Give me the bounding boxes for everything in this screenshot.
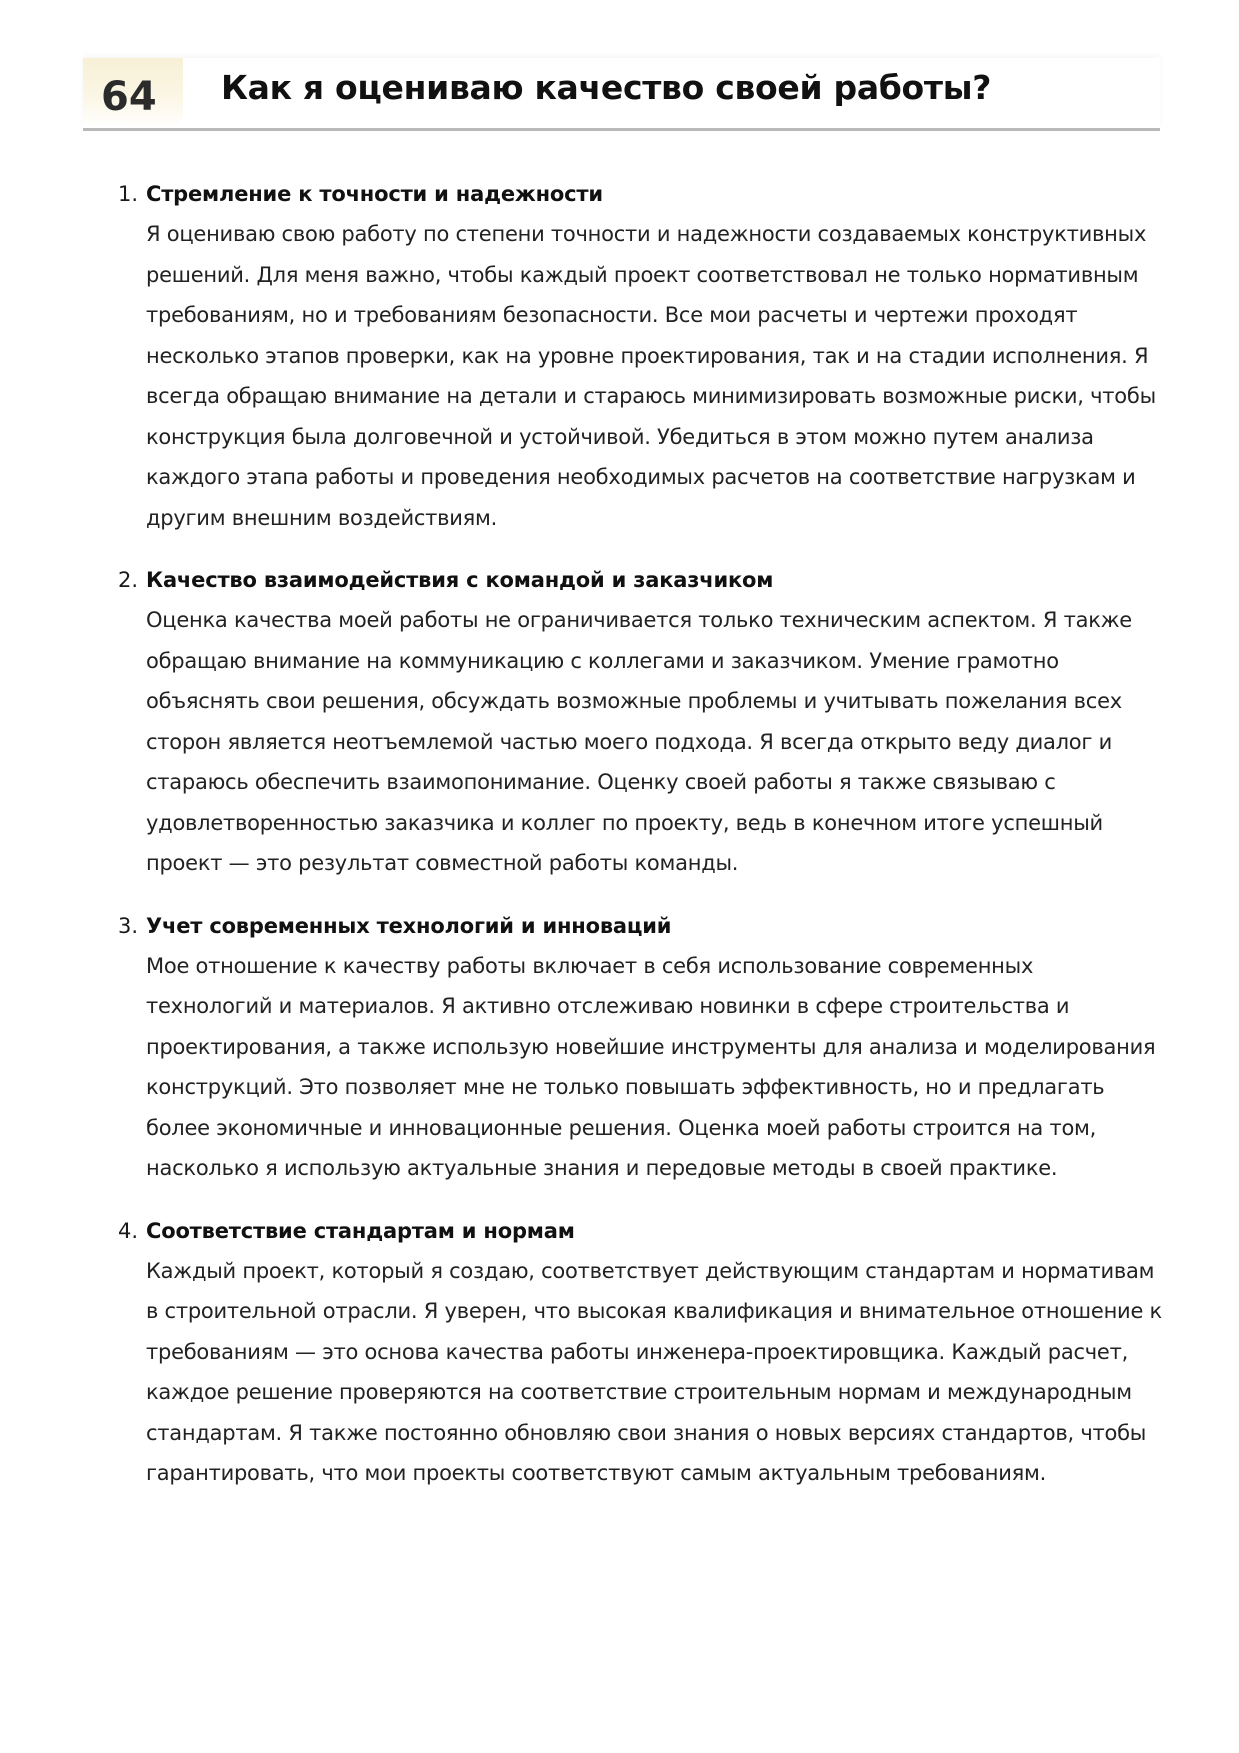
section-list [114,174,1164,1494]
section-number: 4. [118,1218,139,1243]
section-body: Каждый проект, который я создаю, соответствует действующим стандартам и нормативам в строительной отрасли. Я уверен, что высокая квалификация и внимательное отношение к требованиям — это основа качества работы инженера-проектировщика. Каждый расчет, каждое решение проверяются на соответствие строительным нормам и международным стандартам. Я также постоянно обновляю свои знания о новых версиях стандартов, чтобы гарантировать, что мои проекты соответствуют самым актуальным требованиям. [146,1258,1162,1485]
section-heading: Качество взаимодействия с командой и заказчиком [146,568,774,592]
section-body: Мое отношение к качеству работы включает в себя использование современных технологий и материалов. Я активно отслеживаю новинки в сфере строительства и проектирования, а также использую новейшие инструменты для анализа и моделирования конструкций. Это позволяет мне не только повышать эффективность, но и предлагать более экономичные и инновационные решения. Оценка моей работы строится на том, насколько я использую актуальные знания и передовые методы в своей практике. [146,953,1156,1180]
section-body: Я оцениваю свою работу по степени точности и надежности создаваемых конструктивных решений. Для меня важно, чтобы каждый проект соответствовал не только нормативным требованиям, но и требованиям безопасности. Все мои расчеты и чертежи проходят несколько этапов проверки, как на уровне проектирования, так и на стадии исполнения. Я всегда обращаю внимание на детали и стараюсь минимизировать возможные риски, чтобы конструкция была долговечной и устойчивой. Убедиться в этом можно путем анализа каждого этапа работы и проведения необходимых расчетов на соответствие нагрузкам и другим внешним воздействиям. [146,222,1156,530]
section-heading: Соответствие стандартам и нормам [146,1218,575,1243]
page-number: 64 [101,74,157,120]
section-item [114,1211,1164,1494]
section-item [114,906,1164,1189]
page-title: Как я оцениваю качество своей работы? [221,68,992,107]
section-number: 2. [118,568,139,592]
section-number: 1. [118,182,139,206]
section-heading: Стремление к точности и надежности [146,182,603,206]
document-body [114,174,1164,1494]
section-item [114,560,1164,884]
section-heading: Учет современных технологий и инноваций [146,913,672,938]
section-body: Оценка качества моей работы не ограничивается только техническим аспектом. Я также обращаю внимание на коммуникацию с коллегами и заказчиком. Умение грамотно объяснять свои решения, обсуждать возможные проблемы и учитывать пожелания всех сторон является неотъемлемой частью моего подхода. Я всегда открыто веду диалог и стараюсь обеспечить взаимопонимание. Оценку своей работы я также связываю с удовлетворенностью заказчика и коллег по проекту, ведь в конечном итоге успешный проект — это результат совместной работы команды. [146,608,1132,875]
page-header [83,58,1160,128]
page-number-badge [83,58,183,128]
header-divider [83,128,1160,131]
section-number: 3. [118,913,139,938]
section-item [114,174,1164,538]
